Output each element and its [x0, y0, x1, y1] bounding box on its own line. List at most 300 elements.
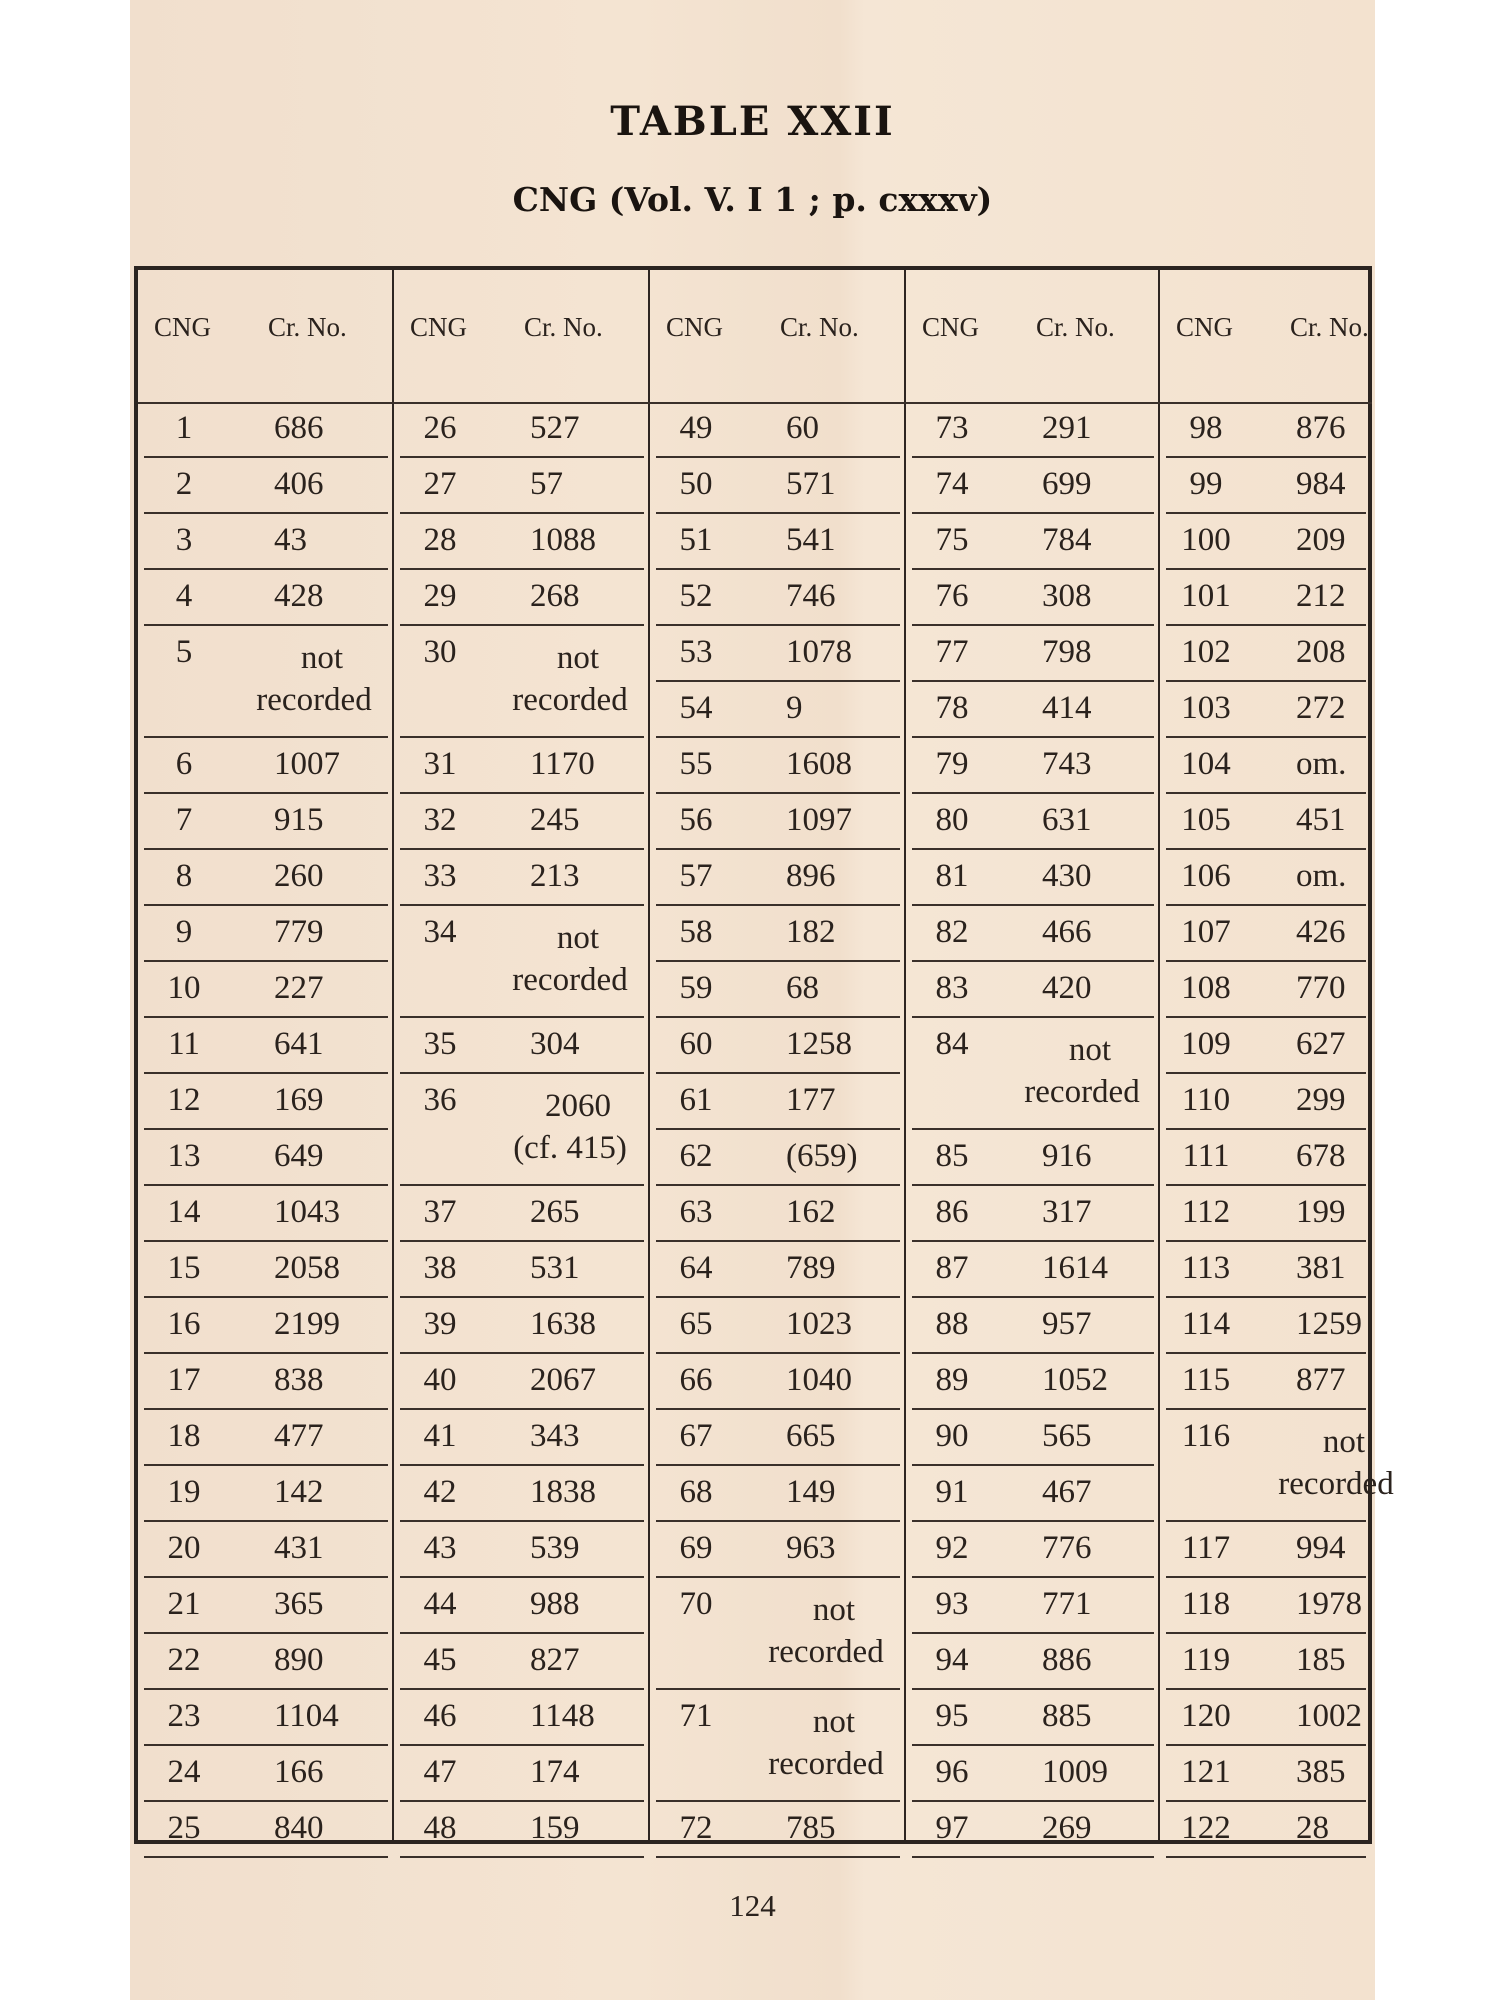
column-divider: [1158, 270, 1160, 1840]
cng-number: 108: [1181, 970, 1231, 1006]
cr-number: not: [300, 640, 344, 676]
cng-number: 36: [423, 1082, 457, 1118]
table-row: [656, 794, 900, 850]
table-row: [1166, 1746, 1366, 1802]
cr-number: 1040: [786, 1362, 852, 1398]
cr-number: 381: [1296, 1250, 1346, 1286]
cng-number: 115: [1181, 1362, 1231, 1398]
table-row: [144, 1634, 388, 1690]
cr-number: 60: [786, 410, 819, 446]
cr-number: 915: [274, 802, 324, 838]
cr-number: 1009: [1042, 1754, 1108, 1790]
cr-number: 784: [1042, 522, 1092, 558]
column-header: [650, 270, 906, 404]
cng-number: 48: [423, 1810, 457, 1846]
cng-number: 47: [423, 1754, 457, 1790]
cng-number: 13: [167, 1138, 201, 1174]
table-row: [1166, 1018, 1366, 1074]
cr-number: 291: [1042, 410, 1092, 446]
cng-number: 106: [1181, 858, 1231, 894]
cng-number: 32: [423, 802, 457, 838]
cr-number: 1148: [530, 1698, 595, 1734]
cr-number: 2058: [274, 1250, 340, 1286]
cng-number: 1: [175, 410, 193, 446]
cr-number: 426: [1296, 914, 1346, 950]
cr-number: 770: [1296, 970, 1346, 1006]
cr-number: 213: [530, 858, 580, 894]
table-row: [912, 1130, 1154, 1186]
cng-number: 83: [935, 970, 969, 1006]
table-row: [1166, 1802, 1366, 1858]
cng-number: 27: [423, 466, 457, 502]
cng-number: 89: [935, 1362, 969, 1398]
cr-number: 162: [786, 1194, 836, 1230]
cng-number: 57: [679, 858, 713, 894]
table-row: [144, 402, 388, 458]
cr-number-note: recorded: [256, 682, 372, 718]
cr-number: 268: [530, 578, 580, 614]
cr-number: om.: [1296, 858, 1347, 894]
cng-number: 30: [423, 634, 457, 670]
page-number: 124: [729, 1888, 776, 1923]
table-row: [656, 738, 900, 794]
cng-number: 54: [679, 690, 713, 726]
cr-number: 916: [1042, 1138, 1092, 1174]
cr-number-note: recorded: [1278, 1466, 1394, 1502]
cng-number: 79: [935, 746, 969, 782]
table-row: [656, 1298, 900, 1354]
cng-number: 2: [175, 466, 193, 502]
cr-number: 365: [274, 1586, 324, 1622]
cng-number: 42: [423, 1474, 457, 1510]
cng-number: 53: [679, 634, 713, 670]
cng-number: 41: [423, 1418, 457, 1454]
table-title: TABLE XXII: [610, 98, 895, 145]
cng-number: 90: [935, 1418, 969, 1454]
cr-number: 877: [1296, 1362, 1346, 1398]
cr-number: 1097: [786, 802, 852, 838]
cr-number: 28: [1296, 1810, 1329, 1846]
cng-number: 95: [935, 1698, 969, 1734]
cr-number: 57: [530, 466, 563, 502]
table-row: [144, 1466, 388, 1522]
table-row: [1166, 682, 1366, 738]
cng-number: 104: [1181, 746, 1231, 782]
concordance-table: [134, 266, 1394, 1846]
cr-number: 699: [1042, 466, 1092, 502]
table-row: [912, 1690, 1154, 1746]
table-row: [144, 794, 388, 850]
table-row: [912, 402, 1154, 458]
cr-number: 182: [786, 914, 836, 950]
table-row: [144, 1522, 388, 1578]
table-row: [400, 1018, 644, 1074]
cng-number: 100: [1181, 522, 1231, 558]
cng-number: 51: [679, 522, 713, 558]
cr-number: 885: [1042, 1698, 1092, 1734]
table-row: [144, 1130, 388, 1186]
cr-number: 169: [274, 1082, 324, 1118]
cng-number: 46: [423, 1698, 457, 1734]
table-row: [144, 1298, 388, 1354]
cng-number: 113: [1181, 1250, 1231, 1286]
table-row: [144, 514, 388, 570]
table-row: [400, 1354, 644, 1410]
table-row: [144, 1690, 388, 1746]
cng-number: 33: [423, 858, 457, 894]
cr-number: 1104: [274, 1698, 339, 1734]
cr-number: 1258: [786, 1026, 852, 1062]
cng-number: 77: [935, 634, 969, 670]
cr-number: 1078: [786, 634, 852, 670]
table-row: [144, 1746, 388, 1802]
cng-number: 119: [1181, 1642, 1231, 1678]
table-row: [400, 1690, 644, 1746]
cng-number: 70: [679, 1586, 713, 1622]
table-row: [912, 626, 1154, 682]
cr-number: not: [1068, 1032, 1112, 1068]
cr-number: 531: [530, 1250, 580, 1286]
cr-number: 994: [1296, 1530, 1346, 1566]
table-row: [912, 514, 1154, 570]
cng-number: 122: [1181, 1810, 1231, 1846]
cr-number: not: [1322, 1424, 1366, 1460]
cr-number: 1170: [530, 746, 595, 782]
table-row: [400, 458, 644, 514]
cr-number: (659): [786, 1138, 858, 1174]
cr-number: 1838: [530, 1474, 596, 1510]
table-row: [656, 1130, 900, 1186]
cng-number: 44: [423, 1586, 457, 1622]
cr-number: 641: [274, 1026, 324, 1062]
cr-number: 420: [1042, 970, 1092, 1006]
cr-number: 177: [786, 1082, 836, 1118]
cng-number: 14: [167, 1194, 201, 1230]
cr-number: 896: [786, 858, 836, 894]
cr-number: 159: [530, 1810, 580, 1846]
cng-number: 67: [679, 1418, 713, 1454]
cng-number: 55: [679, 746, 713, 782]
cng-number: 50: [679, 466, 713, 502]
table-row: [912, 1410, 1154, 1466]
table-row: [912, 1466, 1154, 1522]
cng-number: 17: [167, 1362, 201, 1398]
cr-number: 539: [530, 1530, 580, 1566]
table-row: [912, 962, 1154, 1018]
table-row: [400, 626, 644, 738]
table-row: [400, 906, 644, 1018]
cng-number: 24: [167, 1754, 201, 1790]
table-row: [1166, 458, 1366, 514]
table-row: [1166, 1690, 1366, 1746]
cng-number: 97: [935, 1810, 969, 1846]
cng-number: 31: [423, 746, 457, 782]
cr-number: 185: [1296, 1642, 1346, 1678]
cng-number: 23: [167, 1698, 201, 1734]
cng-number: 49: [679, 410, 713, 446]
cr-number: 957: [1042, 1306, 1092, 1342]
table-row: [1166, 1130, 1366, 1186]
table-row: [1166, 1074, 1366, 1130]
cng-number: 7: [175, 802, 193, 838]
cng-number: 120: [1181, 1698, 1231, 1734]
cr-number: 886: [1042, 1642, 1092, 1678]
cr-number: 665: [786, 1418, 836, 1454]
cng-number: 21: [167, 1586, 201, 1622]
cr-number: 827: [530, 1642, 580, 1678]
table-row: [1166, 794, 1366, 850]
table-row: [400, 1802, 644, 1858]
table-row: [144, 458, 388, 514]
table-row: [1166, 570, 1366, 626]
cng-number: 73: [935, 410, 969, 446]
header-cng: CNG: [1176, 312, 1234, 342]
cr-number: 269: [1042, 1810, 1092, 1846]
table-row: [1166, 1298, 1366, 1354]
table-row: [1166, 626, 1366, 682]
cr-number: 265: [530, 1194, 580, 1230]
table-row: [400, 1634, 644, 1690]
cng-number: 12: [167, 1082, 201, 1118]
cr-number: 1052: [1042, 1362, 1108, 1398]
table-row: [400, 738, 644, 794]
cr-number: 2199: [274, 1306, 340, 1342]
table-row: [656, 1186, 900, 1242]
table-row: [912, 794, 1154, 850]
cr-number: 649: [274, 1138, 324, 1174]
table-row: [912, 1522, 1154, 1578]
cng-number: 28: [423, 522, 457, 558]
cr-number: 260: [274, 858, 324, 894]
cng-number: 74: [935, 466, 969, 502]
cr-number: om.: [1296, 746, 1347, 782]
cr-number: 876: [1296, 410, 1346, 446]
cng-number: 103: [1181, 690, 1231, 726]
cr-number: 343: [530, 1418, 580, 1454]
cr-number: 142: [274, 1474, 324, 1510]
table-row: [400, 1186, 644, 1242]
table-row: [144, 1018, 388, 1074]
cr-number: 988: [530, 1586, 580, 1622]
cr-number: 743: [1042, 746, 1092, 782]
cr-number: 166: [274, 1754, 324, 1790]
table-row: [144, 850, 388, 906]
table-row: [144, 1410, 388, 1466]
table-row: [1166, 738, 1366, 794]
cng-number: 109: [1181, 1026, 1231, 1062]
cng-number: 65: [679, 1306, 713, 1342]
cr-number: 1978: [1296, 1586, 1362, 1622]
cr-number: not: [812, 1704, 856, 1740]
cng-number: 25: [167, 1810, 201, 1846]
header-cr-no: Cr. No.: [780, 312, 859, 342]
table-row: [912, 570, 1154, 626]
table-row: [1166, 402, 1366, 458]
cng-number: 96: [935, 1754, 969, 1790]
cr-number: 428: [274, 578, 324, 614]
cng-number: 118: [1181, 1586, 1231, 1622]
cr-number: 385: [1296, 1754, 1346, 1790]
cr-number: 779: [274, 914, 324, 950]
table-row: [1166, 1522, 1366, 1578]
cr-number: 1608: [786, 746, 852, 782]
table-row: [400, 402, 644, 458]
cr-number: 209: [1296, 522, 1346, 558]
table-row: [1166, 962, 1366, 1018]
column-divider: [648, 270, 650, 1840]
table-row: [912, 1802, 1154, 1858]
table-row: [912, 906, 1154, 962]
table-row: [912, 738, 1154, 794]
cng-number: 11: [168, 1026, 200, 1062]
table-row: [912, 1746, 1154, 1802]
cr-number: 565: [1042, 1418, 1092, 1454]
cng-number: 35: [423, 1026, 457, 1062]
table-row: [912, 1298, 1154, 1354]
cr-number: 785: [786, 1810, 836, 1846]
table-row: [144, 738, 388, 794]
table-row: [912, 458, 1154, 514]
cr-number-note: recorded: [768, 1746, 884, 1782]
cng-number: 94: [935, 1642, 969, 1678]
cng-number: 71: [679, 1698, 713, 1734]
table-row: [400, 1242, 644, 1298]
cng-number: 68: [679, 1474, 713, 1510]
cr-number: 541: [786, 522, 836, 558]
table-row: [1166, 1634, 1366, 1690]
cr-number: 2067: [530, 1362, 596, 1398]
cng-number: 110: [1181, 1082, 1231, 1118]
header-cr-no: Cr. No.: [524, 312, 603, 342]
cr-number: 1638: [530, 1306, 596, 1342]
table-row: [656, 458, 900, 514]
cr-number-note: recorded: [512, 962, 628, 998]
cng-number: 10: [167, 970, 201, 1006]
table-row: [1166, 906, 1366, 962]
cng-number: 15: [167, 1250, 201, 1286]
cng-number: 64: [679, 1250, 713, 1286]
cng-number: 29: [423, 578, 457, 614]
cr-number: 227: [274, 970, 324, 1006]
cng-number: 121: [1181, 1754, 1231, 1790]
cng-number: 60: [679, 1026, 713, 1062]
cng-number: 92: [935, 1530, 969, 1566]
cr-number: 776: [1042, 1530, 1092, 1566]
table-row: [144, 1354, 388, 1410]
cr-number: 272: [1296, 690, 1346, 726]
table-row: [912, 1242, 1154, 1298]
table-row: [400, 570, 644, 626]
cr-number: 2060: [545, 1088, 611, 1124]
cr-number: 199: [1296, 1194, 1346, 1230]
cng-number: 91: [935, 1474, 969, 1510]
header-cng: CNG: [154, 312, 212, 342]
table-row: [912, 850, 1154, 906]
table-row: [656, 626, 900, 682]
table-row: [144, 626, 388, 738]
cng-number: 80: [935, 802, 969, 838]
cng-number: 62: [679, 1138, 713, 1174]
cng-number: 101: [1181, 578, 1231, 614]
table-row: [912, 1354, 1154, 1410]
column-header: [138, 270, 394, 404]
table-row: [656, 962, 900, 1018]
table-row: [144, 570, 388, 626]
cng-number: 18: [167, 1418, 201, 1454]
table-row: [144, 1074, 388, 1130]
header-cr-no: Cr. No.: [1290, 312, 1369, 342]
header-cr-no: Cr. No.: [268, 312, 347, 342]
cr-number: 174: [530, 1754, 580, 1790]
cng-number: 19: [167, 1474, 201, 1510]
cng-number: 45: [423, 1642, 457, 1678]
cng-number: 9: [175, 914, 193, 950]
cng-number: 102: [1181, 634, 1231, 670]
cr-number: 678: [1296, 1138, 1346, 1174]
table-row: [1166, 850, 1366, 906]
cr-number: 414: [1042, 690, 1092, 726]
cr-number: 631: [1042, 802, 1092, 838]
header-cng: CNG: [922, 312, 980, 342]
cng-number: 59: [679, 970, 713, 1006]
table-row: [400, 794, 644, 850]
table-row: [912, 1186, 1154, 1242]
cr-number-note: recorded: [512, 682, 628, 718]
cng-number: 66: [679, 1362, 713, 1398]
table-row: [1166, 1186, 1366, 1242]
cr-number: 798: [1042, 634, 1092, 670]
cr-number: 68: [786, 970, 819, 1006]
cr-number: 149: [786, 1474, 836, 1510]
table-row: [912, 1578, 1154, 1634]
table-row: [1166, 1242, 1366, 1298]
table-row: [400, 1746, 644, 1802]
cr-number: 1259: [1296, 1306, 1362, 1342]
cr-number: 1002: [1296, 1698, 1362, 1734]
cng-number: 26: [423, 410, 457, 446]
cng-number: 40: [423, 1362, 457, 1398]
cng-number: 82: [935, 914, 969, 950]
cng-number: 84: [935, 1026, 969, 1062]
table-row: [144, 1186, 388, 1242]
cr-number: 1007: [274, 746, 340, 782]
table-row: [400, 1578, 644, 1634]
header-cr-no: Cr. No.: [1036, 312, 1115, 342]
table-row: [912, 1634, 1154, 1690]
table-row: [144, 1578, 388, 1634]
table-row: [1166, 1410, 1394, 1522]
table-row: [400, 1074, 644, 1186]
table-row: [400, 1466, 644, 1522]
table-subtitle: CNG (Vol. V. I 1 ; p. cxxxv): [512, 180, 993, 219]
cr-number: 771: [1042, 1586, 1092, 1622]
cng-number: 107: [1181, 914, 1231, 950]
cr-number: 431: [274, 1530, 324, 1566]
cr-number: not: [556, 920, 600, 956]
table-row: [656, 1018, 900, 1074]
cng-number: 8: [175, 858, 193, 894]
cng-number: 105: [1181, 802, 1231, 838]
table-row: [656, 682, 900, 738]
cng-number: 75: [935, 522, 969, 558]
cr-number: 1614: [1042, 1250, 1108, 1286]
table-row: [144, 1242, 388, 1298]
table-row: [400, 1410, 644, 1466]
cr-number: 984: [1296, 466, 1346, 502]
cng-number: 98: [1189, 410, 1223, 446]
cr-number: 317: [1042, 1194, 1092, 1230]
table-row: [656, 402, 900, 458]
